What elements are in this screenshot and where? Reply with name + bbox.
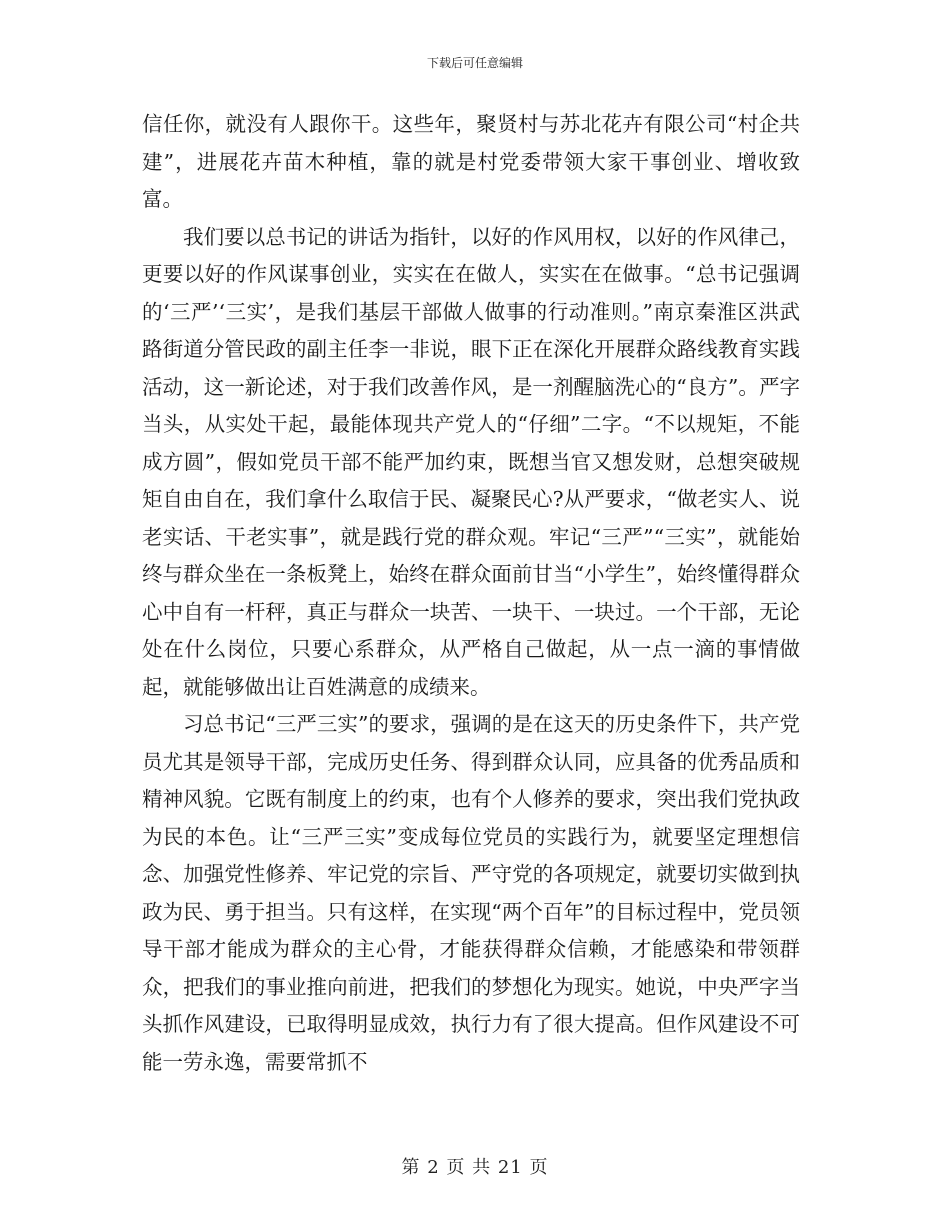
page-header: 下载后可任意编辑 <box>426 56 523 70</box>
paragraph-1: 信任你，就没有人跟你干。这些年，聚贤村与苏北花卉有限公司“村企共建”，进展花卉苗木种植，靠的就是村党委带领大家干事创业、增收致富。 <box>142 112 800 211</box>
paragraph-2: 我们要以总书记的讲话为指针，以好的作风用权，以好的作风律己，更要以好的作风谋事创业，实实在在做人，实实在在做事。“总书记强调的‘三严’‘三实’，是我们基层干部做人做事的行动准则。”南京秦淮区洪武路街道分管民政的副主任李一非说，眼下正在深化开展群众路线教育实践活动，这一新论述，对于我们改善作风，是一剂醒脑洗心的“良方”。严字当头，从实处干起，最能体现共产党人的“仔细”二字。“不以规矩，不能成方圆”，假如党员干部不能严加约束，既想当官又想发财，总想突破规矩自由自在，我们拿什么取信于民、凝聚民心?从严要求，“做老实人、说老实话、干老实事”，就是践行党的群众观。牢记“三严”“三实”，就能始终与群众坐在一条板凳上，始终在群众面前甘当“小学生”，始终懂得群众心中自有一杆秤，真正与群众一块苦、一块干、一块过。一个干部，无论处在什么岗位，只要心系群众，从严格自己做起，从一点一滴的事情做起，就能够做出让百姓满意的成绩来。 <box>142 224 800 699</box>
page-number-footer: 第 2 页 共 21 页 <box>401 1157 549 1178</box>
document-body <box>142 106 800 1081</box>
paragraph-3: 习总书记“三严三实”的要求，强调的是在这天的历史条件下，共产党员尤其是领导干部，完成历史任务、得到群众认同，应具备的优秀品质和精神风貌。它既有制度上的约束，也有个人修养的要求，突出我们党执政为民的本色。让“三严三实”变成每位党员的实践行为，就要坚定理想信念、加强党性修养、牢记党的宗旨、严守党的各项规定，就要切实做到执政为民、勇于担当。只有这样，在实现“两个百年”的目标过程中，党员领导干部才能成为群众的主心骨，才能获得群众信赖，才能感染和带领群众，把我们的事业推向前进，把我们的梦想化为现实。她说，中央严字当头抓作风建设，已取得明显成效，执行力有了很大提高。但作风建设不可能一劳永逸，需要常抓不 <box>142 712 800 1074</box>
